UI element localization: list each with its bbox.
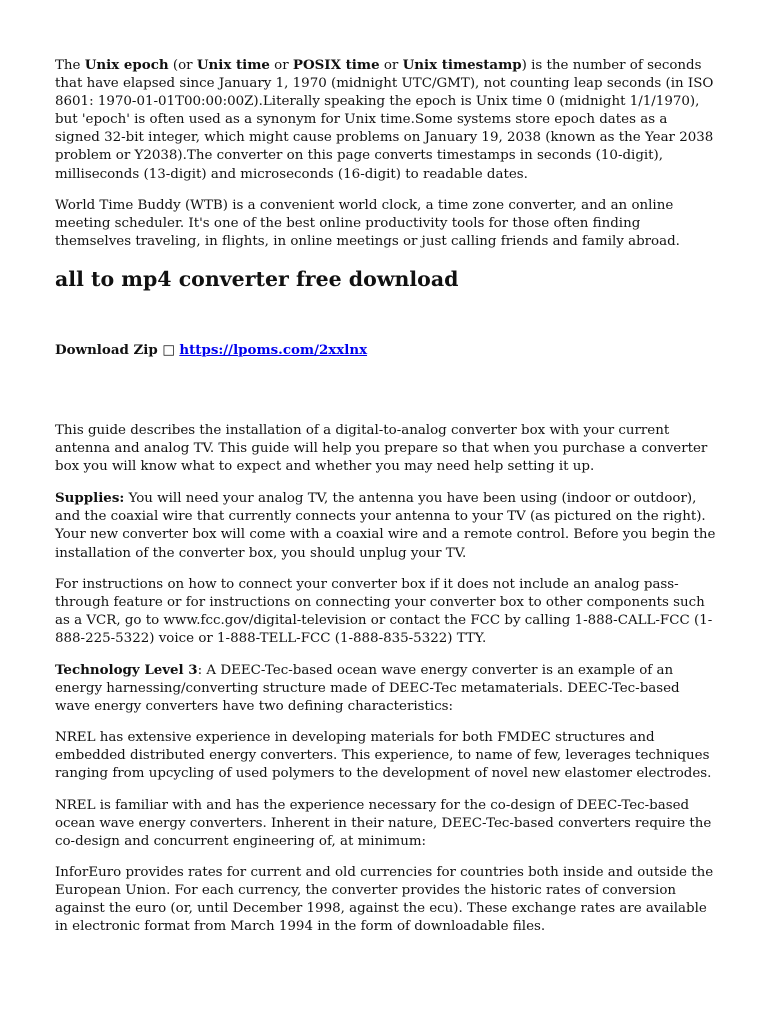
download-label: Download Zip <box>55 341 163 358</box>
intro-paragraph: The Unix epoch (or Unix time or POSIX time or Unix timestamp) is the number of seconds that have elapsed since January 1, 1970 (midnight UTC/GMT), not counting leap seconds (in ISO 8601: 1970-01-01T00:00:00Z).Literally speaking the epoch is Unix time 0 (midnight 1/1/1970), but 'epoch' is often used as a synonym for Unix time.Some systems store epoch dates as a signed 32-bit integer, which might cause problems on January 19, 2038 (known as the Year 2038 problem or Y2038).The converter on this page converts timestamps in seconds (10-digit), milliseconds (13-digit) and microseconds (16-digit) to readable dates. <box>55 57 714 182</box>
supplies-label: Supplies: <box>55 490 125 507</box>
download-link[interactable]: https://lpoms.com/2xxlnx <box>179 341 368 358</box>
nrel-codesign-paragraph: NREL is familiar with and has the experience necessary for the co-design of DEEC-Tec-based ocean wave energy converters. Inherent in their nature, DEEC-Tec-based converters require the co-design and concurrent engineering of, at minimum: <box>55 797 712 849</box>
download-line <box>55 341 716 360</box>
nrel-experience-paragraph: NREL has extensive experience in developing materials for both FMDEC structures and embedded distributed energy converters. This experience, to name of few, leverages techniques ranging from upcycling of used polymers to the development of novel new elastomer electrodes. <box>55 730 712 782</box>
placeholder-glyph-icon: □ <box>162 342 176 358</box>
page-heading: all to mp4 converter free download <box>55 266 459 291</box>
term-unix-time: Unix time <box>196 57 270 73</box>
wtb-paragraph: World Time Buddy (WTB) is a convenient world clock, a time zone converter, and an online meeting scheduler. It's one of the best online productivity tools for those often finding themselves traveling, in flights, in online meetings or just calling friends and family abroad. <box>55 197 680 249</box>
term-posix-time: POSIX time <box>292 57 380 73</box>
term-unix-timestamp: Unix timestamp <box>402 57 522 73</box>
term-unix-epoch: Unix epoch <box>84 57 169 73</box>
inforeuro-paragraph: InforEuro provides rates for current and old currencies for countries both inside and outside the European Union. For each currency, the converter provides the historic rates of conversion against the euro (or, until December 1998, against the ecu). These exchange rates are available in electronic format from March 1994 in the form of downloadable files. <box>55 864 714 935</box>
technology-paragraph: Technology Level 3: A DEEC-Tec-based ocean wave energy converter is an example of an energy harnessing/converting structure made of DEEC-Tec metamaterials. DEEC-Tec-based wave energy converters have two defining characteristics: <box>55 661 680 715</box>
technology-label: Technology Level 3 <box>55 661 198 678</box>
instructions-paragraph: For instructions on how to connect your converter box if it does not include an analog pass-through feature or for instructions on connecting your converter box to other components such as a VCR, go to www.fcc.gov/digital-television or contact the FCC by calling 1-888-CALL-FCC (1-888-225-5322) voice or 1-888-TELL-FCC (1-888-835-5322) TTY. <box>55 576 713 646</box>
guide-paragraph: This guide describes the installation of a digital-to-analog converter box with your current antenna and analog TV. This guide will help you prepare so that when you purchase a converter box you will know what to expect and whether you may need help setting it up. <box>55 422 708 475</box>
supplies-paragraph: Supplies: You will need your analog TV, the antenna you have been using (indoor or outdoor), and the coaxial wire that currently connects your antenna to your TV (as pictured on the right). Your new converter box will come with a coaxial wire and a remote control. Before you begin the installation of the converter box, you should unplug your TV. <box>55 490 716 561</box>
